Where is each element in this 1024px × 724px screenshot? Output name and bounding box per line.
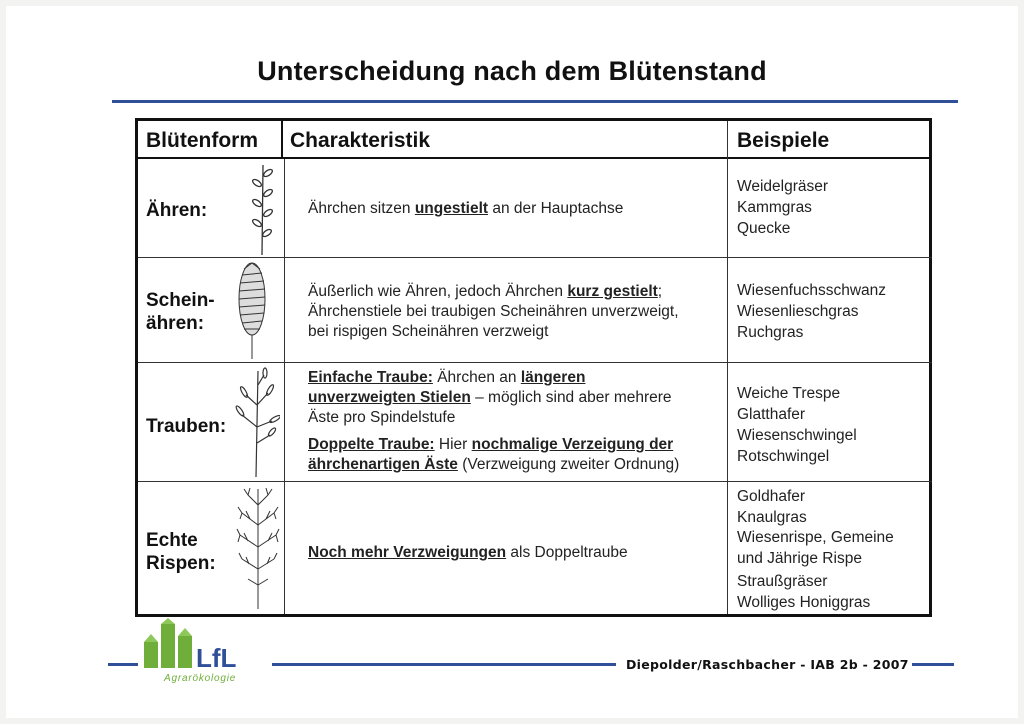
desc-emphasis: nochmalige Verzeigung der bbox=[471, 436, 674, 453]
desc-line bbox=[308, 435, 679, 455]
panicle-plant-icon bbox=[234, 485, 282, 611]
row-label-aehren: Ähren: bbox=[146, 200, 208, 221]
footer-rule-right bbox=[912, 663, 954, 666]
desc-aehren-text-1: Ährchen sitzen bbox=[308, 200, 415, 217]
column-divider-2 bbox=[727, 121, 728, 614]
desc-text: Äußerlich wie Ähren, jedoch Ährchen bbox=[308, 283, 568, 300]
example-item: Goldhafer bbox=[737, 488, 806, 505]
desc-emphasis: kurz gestielt bbox=[567, 283, 658, 300]
example-item: Wolliges Honiggras bbox=[737, 593, 871, 611]
footer-credit: Diepolder/Raschbacher - IAB 2b - 2007 bbox=[626, 657, 909, 672]
lfl-logo-icon bbox=[142, 618, 194, 670]
desc-trauben bbox=[308, 368, 679, 475]
row-label-line: ähren: bbox=[146, 313, 205, 334]
desc-text: als Doppeltraube bbox=[506, 544, 628, 561]
row-divider-3 bbox=[138, 481, 932, 482]
desc-text: Hier bbox=[434, 436, 472, 453]
row-label-line: Rispen: bbox=[146, 553, 216, 574]
row-label-rispen bbox=[146, 529, 216, 575]
header-charakteristik: Charakteristik bbox=[290, 129, 431, 152]
lfl-logo-subtitle: Agrarökologie bbox=[164, 673, 237, 684]
footer-rule-left bbox=[108, 663, 138, 666]
footer-rule-middle bbox=[272, 663, 616, 666]
raceme-plant-icon bbox=[234, 365, 280, 479]
row-label-trauben: Trauben: bbox=[146, 416, 227, 437]
example-item: Wiesenrispe, Gemeine bbox=[737, 529, 894, 546]
desc-emphasis: Noch mehr Verzweigungen bbox=[308, 544, 507, 561]
desc-line bbox=[308, 455, 679, 475]
example-item: Rotschwingel bbox=[737, 448, 830, 465]
example-item: Knaulgras bbox=[737, 508, 807, 526]
row-label-line: Echte bbox=[146, 530, 198, 551]
header-bluetenform: Blütenform bbox=[146, 129, 258, 152]
example-item: Ruchgras bbox=[737, 324, 804, 341]
desc-emphasis: ährchenartigen Äste bbox=[308, 456, 458, 473]
row-label-line: Schein- bbox=[146, 290, 215, 311]
example-item: Weiche Trespe bbox=[737, 385, 841, 402]
title-underline bbox=[112, 100, 958, 103]
desc-emphasis: längeren bbox=[520, 369, 586, 386]
header-divider bbox=[281, 121, 283, 159]
desc-line bbox=[308, 368, 679, 388]
desc-line bbox=[308, 388, 679, 408]
desc-text: – möglich sind aber mehrere bbox=[470, 389, 672, 406]
header-beispiele: Beispiele bbox=[737, 129, 830, 152]
desc-scheinaehren bbox=[308, 282, 679, 342]
example-item: Wiesenfuchsschwanz bbox=[737, 282, 887, 299]
inflorescence-table bbox=[135, 118, 932, 617]
desc-emphasis: Doppelte Traube: bbox=[308, 436, 435, 453]
desc-aehren-emphasis: ungestielt bbox=[414, 200, 489, 217]
example-item: Glatthafer bbox=[737, 406, 806, 423]
example-item: Straußgräser bbox=[737, 573, 828, 590]
examples-aehren bbox=[737, 176, 828, 239]
desc-line: Äste pro Spindelstufe bbox=[308, 409, 456, 426]
examples-trauben bbox=[737, 383, 857, 467]
lfl-logo-text: LfL bbox=[196, 643, 237, 673]
examples-rispen bbox=[737, 487, 894, 613]
example-item: Wiesenschwingel bbox=[737, 427, 857, 444]
example-item: Kammgras bbox=[737, 199, 812, 216]
spike-plant-icon bbox=[246, 161, 280, 256]
row-divider-2 bbox=[138, 362, 932, 363]
column-divider-1 bbox=[284, 159, 285, 614]
desc-line: bei rispigen Scheinähren verzweigt bbox=[308, 323, 549, 340]
examples-scheinaehren bbox=[737, 280, 886, 343]
row-label-scheinaehren bbox=[146, 289, 215, 335]
row-divider-1 bbox=[138, 257, 932, 258]
desc-rispen bbox=[308, 543, 628, 563]
desc-emphasis: Einfache Traube: bbox=[308, 369, 433, 386]
desc-line: Ährchenstiele bei traubigen Scheinähren unverzweigt, bbox=[308, 303, 679, 320]
example-item: Quecke bbox=[737, 220, 791, 237]
example-item: und Jährige Rispe bbox=[737, 549, 862, 567]
example-item: Wiesenlieschgras bbox=[737, 303, 859, 320]
desc-aehren bbox=[308, 199, 623, 219]
desc-emphasis: unverzweigten Stielen bbox=[308, 389, 471, 406]
false-spike-plant-icon bbox=[234, 259, 270, 361]
desc-aehren-text-2: an der Hauptachse bbox=[488, 200, 624, 217]
desc-line bbox=[308, 282, 679, 302]
desc-text: Ährchen an bbox=[432, 369, 521, 386]
desc-text: (Verzweigung zweiter Ordnung) bbox=[457, 456, 680, 473]
desc-text: ; bbox=[657, 283, 663, 300]
example-item: Weidelgräser bbox=[737, 178, 829, 195]
page-title: Unterscheidung nach dem Blütenstand bbox=[257, 56, 767, 86]
